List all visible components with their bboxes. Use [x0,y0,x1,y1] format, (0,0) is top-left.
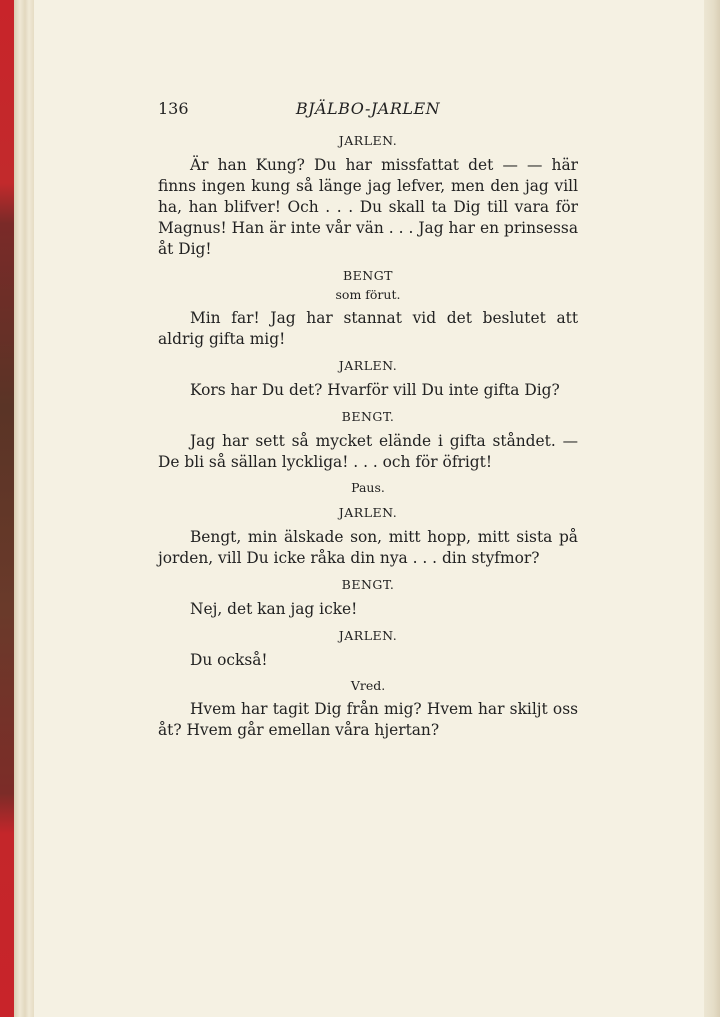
stage-direction: som förut. [335,287,401,302]
speech-text: Du också! [190,651,268,669]
speaker-name: JARLEN. [338,133,398,148]
speaker-name: JARLEN. [338,628,398,643]
speech-text: Hvem har tagit Dig från mig? Hvem har skiljt oss åt? Hvem går emellan våra hjertan? [158,700,578,739]
dialogue-block [158,503,578,569]
speech-text: Nej, det kan jag icke! [190,600,358,618]
speaker-name: JARLEN. [338,505,398,520]
speech-text: Kors har Du det? Hvarför vill Du inte gifta Dig? [190,381,560,399]
stage-direction: Paus. [351,480,385,495]
dialogue-block [158,677,578,741]
book-cover-edge [0,0,14,1017]
speech-text: Jag har sett så mycket elände i gifta ståndet. — De bli så sällan lyckliga! . . . och för öfrigt! [158,432,578,471]
dialogue-block [158,266,578,350]
speech-text: Bengt, min älskade son, mitt hopp, mitt sista på jorden, vill Du icke råka din nya . . . din styfmor? [158,528,578,567]
page-stack-edge [14,0,34,1017]
speech-text: Är han Kung? Du har missfattat det — — här finns ingen kung så länge jag lefver, men den jag vill ha, han blifver! Och . . . Du skall ta Dig till vara för Magnus! Han är inte vår vän . . . Jag har en prinsessa åt Dig! [158,156,578,258]
dialogue-block [158,407,578,473]
running-title: BJÄLBO-JARLEN [295,99,441,118]
speech-text: Min far! Jag har stannat vid det beslutet att aldrig gifta mig! [158,309,578,348]
dialogue-block [158,575,578,620]
speaker-name: BENGT [342,268,394,283]
speaker-name: BENGT. [341,577,395,592]
dialogue-block [158,479,578,497]
dialogue-block [158,356,578,401]
page-header [158,93,578,125]
page-number: 136 [158,99,189,118]
page-right-edge [704,0,720,1017]
stage-direction: Vred. [350,678,386,693]
speaker-name: JARLEN. [338,358,398,373]
speaker-name: BENGT. [341,409,395,424]
dialogue-block [158,131,578,260]
page-text [158,93,578,747]
dialogue-block [158,626,578,671]
